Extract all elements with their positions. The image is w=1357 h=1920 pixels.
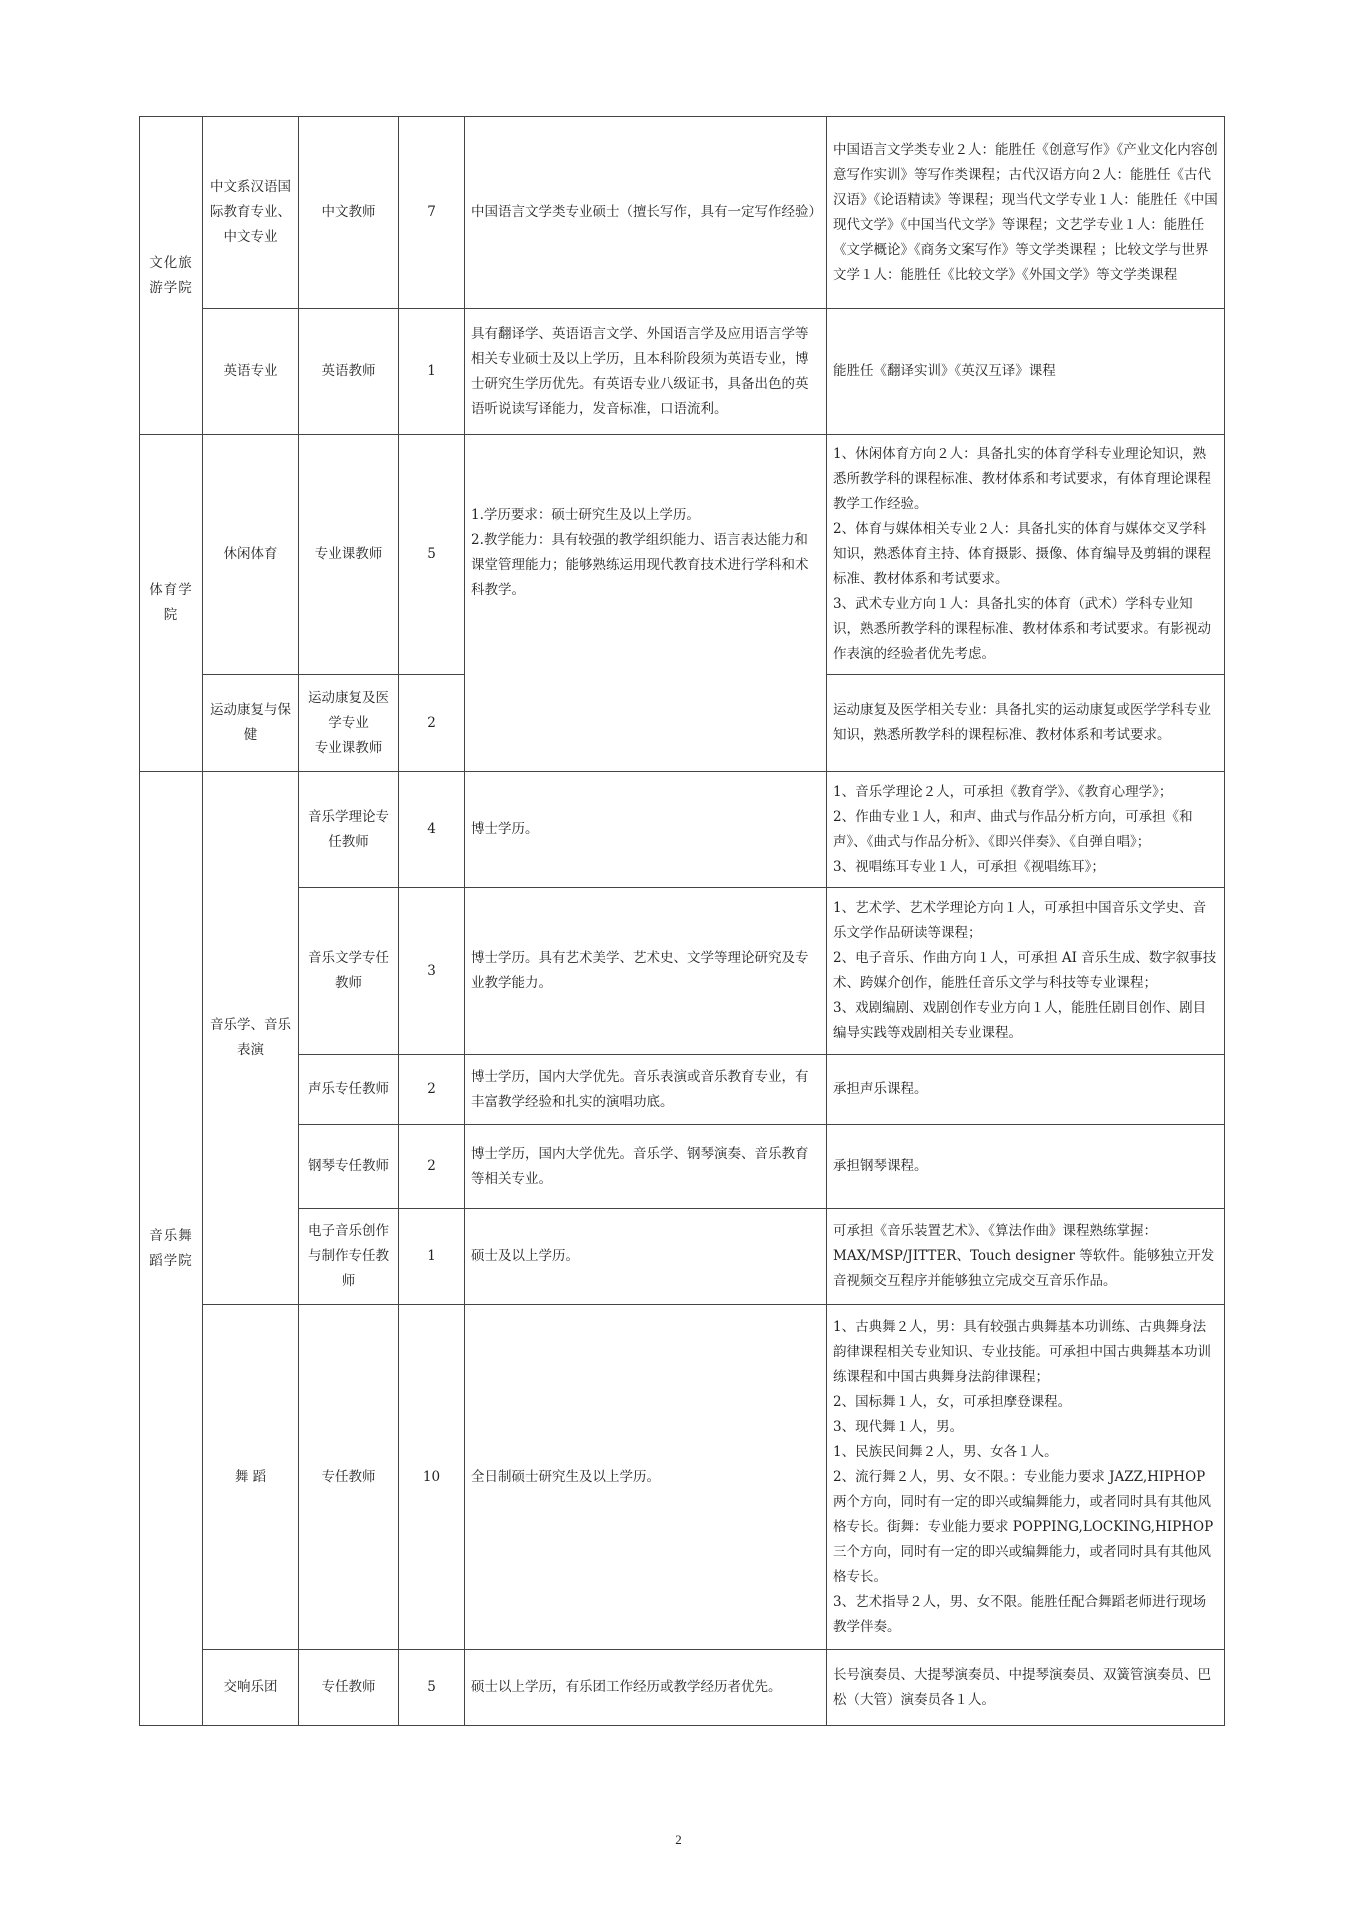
recruitment-table (139, 116, 1225, 1726)
duty-cell: 承担钢琴课程。 (827, 1125, 1225, 1209)
position-cell: 电子音乐创作与制作专任教师 (299, 1209, 399, 1305)
count-cell: 1 (399, 1209, 465, 1305)
position-cell: 音乐学理论专任教师 (299, 772, 399, 888)
position-cell: 音乐文学专任教师 (299, 888, 399, 1055)
table-row (140, 309, 1225, 435)
table-row (140, 435, 1225, 675)
position-cell: 钢琴专任教师 (299, 1125, 399, 1209)
duty-cell: 可承担《音乐装置艺术》、《算法作曲》课程熟练掌握：MAX/MSP/JITTER、Touch designer 等软件。能够独立开发音视频交互程序并能够独立完成交互音乐作品。 (827, 1209, 1225, 1305)
major-cell: 运动康复与保健 (203, 675, 299, 772)
college-cell: 音乐舞蹈学院 (140, 772, 203, 1726)
major-cell: 休闲体育 (203, 435, 299, 675)
requirement-cell: 博士学历，国内大学优先。音乐表演或音乐教育专业，有丰富教学经验和扎实的演唱功底。 (465, 1055, 827, 1125)
duty-cell: 1、古典舞２人，男：具有较强古典舞基本功训练、古典舞身法韵律课程相关专业知识、专业技能。可承担中国古典舞基本功训练课程和中国古典舞身法韵律课程； 2、国标舞１人，女，可承担摩登课程。 3、现代舞１人，男。 1、民族民间舞２人，男、女各１人。 2、流行舞２人，男、女不限。：专业能力要求 JAZZ,HIPHOP 两个方向，同时有一定的即兴或编舞能力，或者同时具有其他风格专长。街舞：专业能力要求 POPPING,LOCKING,HIPHOP 三个方向，同时有一定的即兴或编舞能力，或者同时具有其他风格专长。 3、艺术指导２人，男、女不限。能胜任配合舞蹈老师进行现场教学伴奏。 (827, 1305, 1225, 1650)
count-cell: 1 (399, 309, 465, 435)
requirement-cell: 全日制硕士研究生及以上学历。 (465, 1305, 827, 1650)
duty-cell: 1、艺术学、艺术学理论方向１人，可承担中国音乐文学史、音乐文学作品研读等课程； 2、电子音乐、作曲方向１人，可承担 AI 音乐生成、数字叙事技术、跨媒介创作，能胜任音乐文学与科技等专业课程； 3、戏剧编剧、戏剧创作专业方向１人，能胜任剧目创作、剧目编导实践等戏剧相关专业课程。 (827, 888, 1225, 1055)
requirement-cell: 博士学历，国内大学优先。音乐学、钢琴演奏、音乐教育等相关专业。 (465, 1125, 827, 1209)
count-cell: 3 (399, 888, 465, 1055)
table-row (140, 1055, 1225, 1125)
requirement-cell: 具有翻译学、英语语言文学、外国语言学及应用语言学等相关专业硕士及以上学历，且本科阶段须为英语专业，博士研究生学历优先。有英语专业八级证书，具备出色的英语听说读写译能力，发音标准，口语流利。 (465, 309, 827, 435)
position-cell: 专业课教师 (299, 435, 399, 675)
duty-cell: 运动康复及医学相关专业：具备扎实的运动康复或医学学科专业知识，熟悉所教学科的课程标准、教材体系和考试要求。 (827, 675, 1225, 772)
table-row (140, 1650, 1225, 1726)
college-cell: 体育学院 (140, 435, 203, 772)
requirement-cell: 1.学历要求：硕士研究生及以上学历。 2.教学能力：具有较强的教学组织能力、语言表达能力和课堂管理能力；能够熟练运用现代教育技术进行学科和术科教学。 (465, 435, 827, 772)
requirement-cell: 博士学历。具有艺术美学、艺术史、文学等理论研究及专业教学能力。 (465, 888, 827, 1055)
table-row (140, 772, 1225, 888)
requirement-cell: 硕士以上学历，有乐团工作经历或教学经历者优先。 (465, 1650, 827, 1726)
major-cell: 音乐学、音乐表演 (203, 772, 299, 1305)
table-row (140, 117, 1225, 309)
duty-cell: 中国语言文学类专业２人：能胜任《创意写作》《产业文化内容创意写作实训》等写作类课程；古代汉语方向２人：能胜任《古代汉语》《论语精读》等课程；现当代文学专业１人：能胜任《中国现代文学》《中国当代文学》等课程；文艺学专业１人：能胜任《文学概论》《商务文案写作》等文学类课程 ；比较文学与世界文学１人：能胜任《比较文学》《外国文学》等文学类课程 (827, 117, 1225, 309)
position-cell: 运动康复及医学专业 专业课教师 (299, 675, 399, 772)
page-number: 2 (675, 1832, 682, 1847)
position-cell: 专任教师 (299, 1650, 399, 1726)
table-row (140, 1209, 1225, 1305)
count-cell: 10 (399, 1305, 465, 1650)
requirement-cell: 博士学历。 (465, 772, 827, 888)
count-cell: 2 (399, 1125, 465, 1209)
major-cell: 英语专业 (203, 309, 299, 435)
count-cell: 4 (399, 772, 465, 888)
table-row (140, 1305, 1225, 1650)
duty-cell: 承担声乐课程。 (827, 1055, 1225, 1125)
table-row (140, 1125, 1225, 1209)
position-cell: 中文教师 (299, 117, 399, 309)
count-cell: 5 (399, 1650, 465, 1726)
duty-cell: 能胜任《翻译实训》《英汉互译》课程 (827, 309, 1225, 435)
table-row (140, 888, 1225, 1055)
count-cell: 2 (399, 675, 465, 772)
position-cell: 声乐专任教师 (299, 1055, 399, 1125)
position-cell: 专任教师 (299, 1305, 399, 1650)
count-cell: 5 (399, 435, 465, 675)
count-cell: 2 (399, 1055, 465, 1125)
count-cell: 7 (399, 117, 465, 309)
duty-cell: 1、休闲体育方向２人：具备扎实的体育学科专业理论知识，熟悉所教学科的课程标准、教材体系和考试要求，有体育理论课程教学工作经验。 2、体育与媒体相关专业２人：具备扎实的体育与媒体交叉学科知识，熟悉体育主持、体育摄影、摄像、体育编导及剪辑的课程标准、教材体系和考试要求。 3、武术专业方向１人：具备扎实的体育（武术）学科专业知识，熟悉所教学科的课程标准、教材体系和考试要求。有影视动作表演的经验者优先考虑。 (827, 435, 1225, 675)
duty-cell: 1、音乐学理论２人，可承担《教育学》、《教育心理学》； 2、作曲专业１人，和声、曲式与作品分析方向，可承担《和声》、《曲式与作品分析》、《即兴伴奏》、《自弹自唱》； 3、视唱练耳专业１人，可承担《视唱练耳》； (827, 772, 1225, 888)
requirement-cell: 中国语言文学类专业硕士（擅长写作，具有一定写作经验） (465, 117, 827, 309)
major-cell: 中文系汉语国际教育专业、中文专业 (203, 117, 299, 309)
college-cell: 文化旅游学院 (140, 117, 203, 435)
major-cell: 舞 蹈 (203, 1305, 299, 1650)
major-cell: 交响乐团 (203, 1650, 299, 1726)
position-cell: 英语教师 (299, 309, 399, 435)
duty-cell: 长号演奏员、大提琴演奏员、中提琴演奏员、双簧管演奏员、巴松（大管）演奏员各１人。 (827, 1650, 1225, 1726)
requirement-cell: 硕士及以上学历。 (465, 1209, 827, 1305)
